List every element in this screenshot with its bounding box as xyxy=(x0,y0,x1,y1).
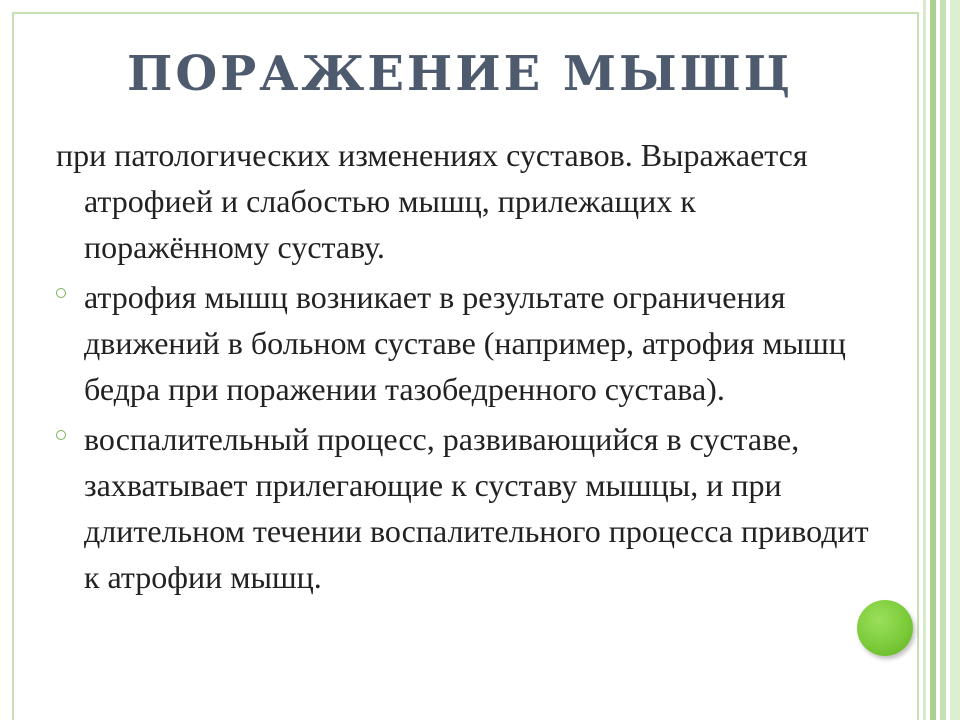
hollow-circle-bullet-icon xyxy=(56,430,66,440)
bullet-text: атрофия мышц возникает в результате ограничения движений в больном суставе (например, атрофия мышц бедра при поражении тазобедренного сустава). xyxy=(84,279,846,407)
hollow-circle-bullet-icon xyxy=(56,288,66,298)
bullet-item xyxy=(56,416,886,600)
decorative-stripe xyxy=(930,0,936,720)
decorative-stripe xyxy=(923,0,926,720)
intro-paragraph: при патологических изменениях суставов. Выражается атрофией и слабостью мышц, прилежащих к поражённому суставу. xyxy=(56,137,808,265)
green-circle-icon xyxy=(857,600,913,656)
slide-title: ПОРАЖЕНИЕ МЫШЦ xyxy=(127,46,793,102)
decorative-stripe xyxy=(940,0,946,720)
slide-body xyxy=(56,132,886,604)
bullet-item xyxy=(56,274,886,412)
bullet-text: воспалительный процесс, развивающийся в суставе, захватывает прилегающие к суставу мышцы, и при длительном течении воспалительного процесса приводит к атрофии мышц. xyxy=(84,421,869,595)
decorative-stripe xyxy=(950,0,960,720)
